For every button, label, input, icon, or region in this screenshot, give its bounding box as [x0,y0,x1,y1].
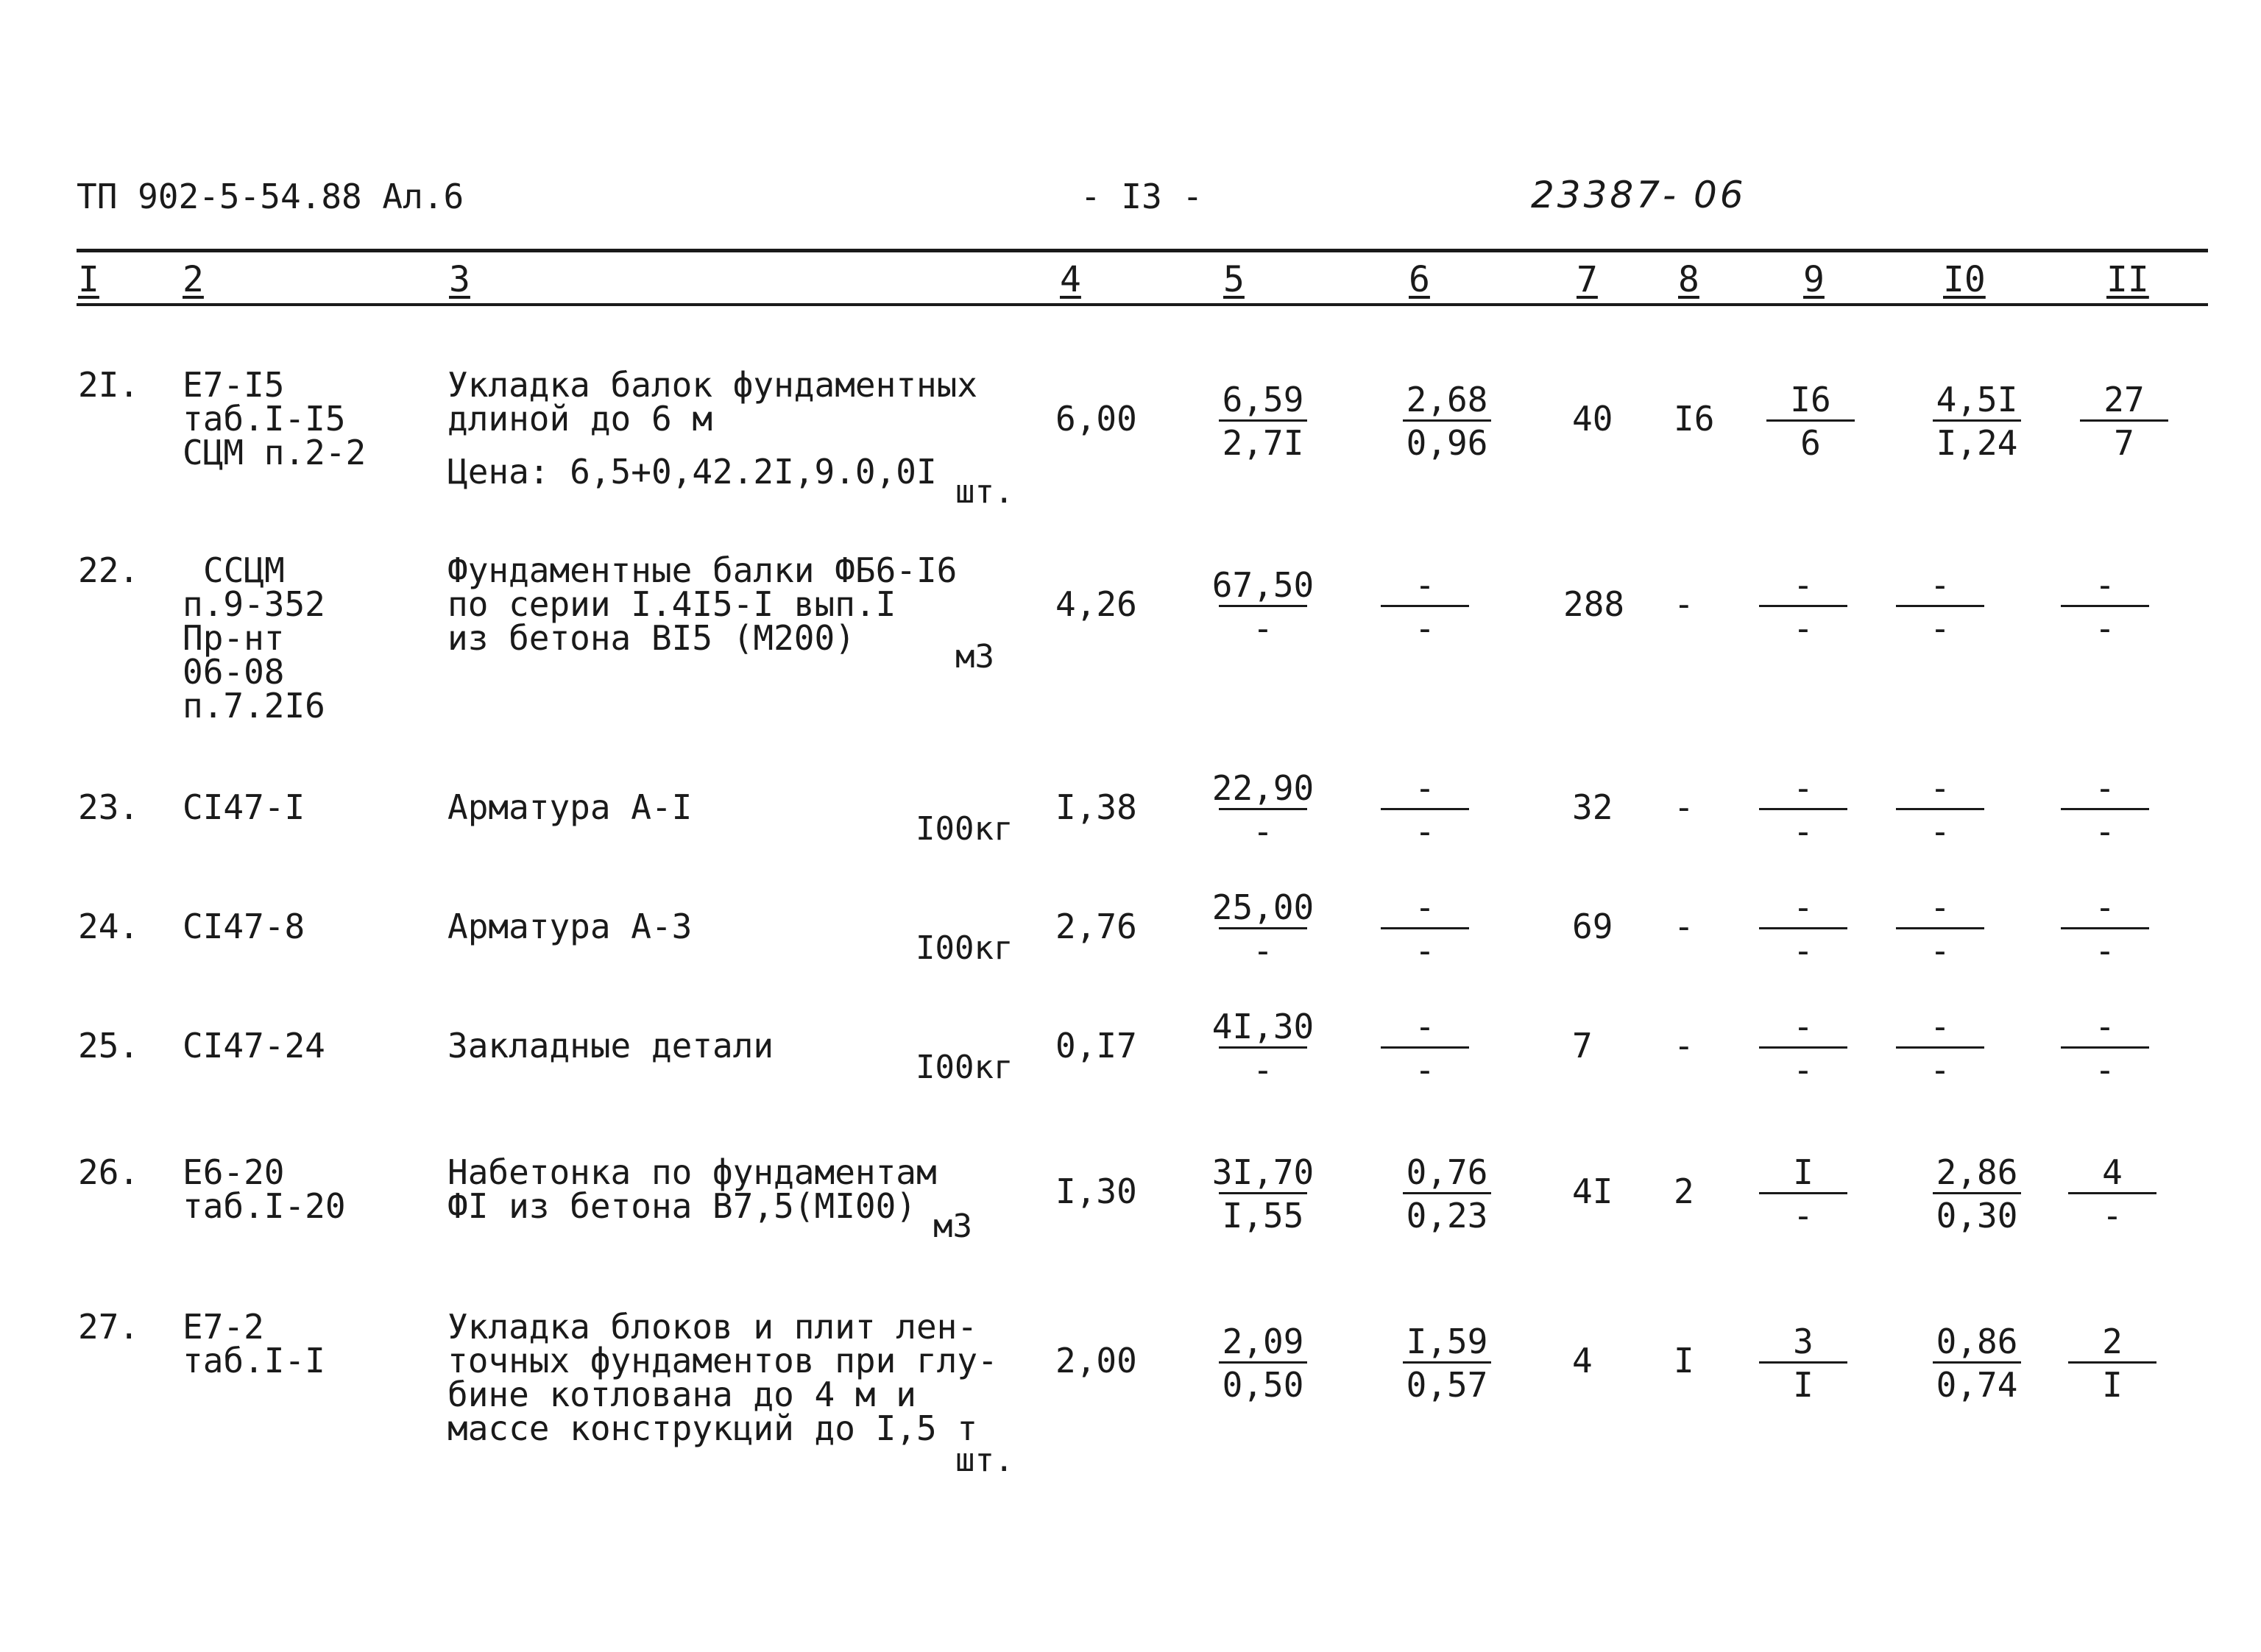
table-row [0,1152,2261,1245]
column-number-5: 5 [1223,259,1245,300]
fraction-col11 [2053,768,2156,851]
denominator: - [1930,931,1950,971]
column-number-9: 9 [1803,259,1825,300]
norm-code-line: п.7.2I6 [183,686,325,726]
fraction-col9 [1752,1007,1855,1090]
fraction-col10 [1925,1322,2028,1405]
work-description-line: из бетона ВI5 (М200) [447,618,855,658]
denominator: - [2095,609,2115,648]
fraction-col6 [1395,1322,1499,1405]
denominator: - [1253,609,1273,648]
fraction-col5 [1211,565,1315,648]
numerator: - [2095,887,2115,927]
row-number: 2I. [78,365,140,405]
numerator: - [1415,887,1435,927]
col8-value: - [1674,787,1694,827]
quantity: 2,76 [1055,907,1137,946]
denominator: - [1793,931,1814,971]
norm-code-line: таб.I-20 [183,1186,346,1226]
norm-code-line: п.9-352 [183,584,325,624]
denominator: 0,57 [1406,1365,1488,1405]
denominator: I [1793,1365,1814,1405]
col8-value: I [1674,1341,1694,1380]
fraction-col6 [1373,565,1476,648]
quantity: 2,00 [1055,1341,1137,1380]
col7-value: 32 [1572,787,1613,827]
denominator: - [1253,812,1273,851]
col7-value: 40 [1572,399,1613,439]
fraction-col5 [1211,380,1315,463]
denominator: - [2102,1196,2123,1236]
numerator: - [1793,1007,1814,1046]
work-description-line: Укладка блоков и плит лен- [447,1307,978,1347]
work-description-line: Арматура А-I [447,787,693,827]
fraction-col6 [1395,1152,1499,1236]
quantity: 6,00 [1055,399,1137,439]
work-description-line: Арматура А-3 [447,907,693,946]
quantity: I,30 [1055,1171,1137,1211]
column-number-8: 8 [1678,259,1699,300]
table-row [0,768,2261,851]
fraction-col9 [1752,1322,1855,1405]
fraction-col10 [1889,565,1992,648]
column-number-7: 7 [1577,259,1598,300]
handwritten-number: 23387- 06 [1531,174,1747,216]
numerator: I6 [1790,380,1831,419]
work-description-line: массе конструкций до I,5 т [447,1408,978,1448]
denominator: - [1793,609,1814,648]
denominator: - [2095,1050,2115,1090]
denominator: - [1793,1050,1814,1090]
numerator: - [1415,1007,1435,1046]
numerator: 2,86 [1936,1152,2018,1192]
numerator: 67,50 [1211,565,1315,605]
denominator: - [1415,931,1435,971]
norm-code-line: СЦМ п.2-2 [183,433,367,472]
norm-code-line: ССЦМ [203,550,285,590]
work-description-line: Закладные детали [447,1026,774,1066]
unit: I00кг [916,929,1013,967]
column-number-10: I0 [1943,259,1986,300]
numerator: I,59 [1406,1322,1488,1361]
fraction-col9 [1752,565,1855,648]
norm-code-line: таб.I-I [183,1341,325,1380]
fraction-col11 [2053,565,2156,648]
numerator: 2 [2102,1322,2123,1361]
col8-value: 2 [1674,1171,1694,1211]
denominator: I,55 [1222,1196,1304,1236]
work-description-line: длиной до 6 м [447,399,713,439]
work-description-line: точных фундаментов при глу- [447,1341,998,1380]
numerator: 25,00 [1211,887,1315,927]
price-note: Цена: 6,5+0,42.2I,9.0,0I [447,452,937,492]
unit: шт. [955,1442,1014,1479]
norm-code-line: 06-08 [183,652,285,692]
numerator: 2,68 [1406,380,1488,419]
fraction-col10 [1889,768,1992,851]
norm-code-line: СI47-24 [183,1026,325,1066]
col7-value: 4 [1572,1341,1593,1380]
numerator: - [1930,768,1950,808]
work-description-line: ФI из бетона В7,5(МI00) [447,1186,916,1226]
fraction-col5 [1211,1007,1315,1090]
numerator: - [1930,565,1950,605]
col8-value: I6 [1674,399,1715,439]
page-number: - I3 - [1080,177,1203,216]
denominator: - [1253,1050,1273,1090]
column-number-6: 6 [1409,259,1430,300]
document-code: ТП 902-5-54.88 Ал.6 [77,177,464,216]
numerator: 4I,30 [1211,1007,1315,1046]
fraction-col11 [2061,1322,2164,1405]
fraction-col11 [2061,1152,2164,1236]
denominator: - [1415,1050,1435,1090]
fraction-col11 [2053,1007,2156,1090]
numerator: - [1930,1007,1950,1046]
denominator: - [2095,931,2115,971]
denominator: I [2102,1365,2123,1405]
numerator: - [2095,768,2115,808]
column-number-3: 3 [449,259,470,300]
numerator: 0,76 [1406,1152,1488,1192]
unit: шт. [955,473,1014,511]
fraction-col6 [1395,380,1499,463]
numerator: 6,59 [1222,380,1304,419]
unit: м3 [933,1208,972,1245]
denominator: 6 [1800,423,1821,463]
denominator: - [1415,609,1435,648]
numerator: - [1793,768,1814,808]
denominator: 2,7I [1222,423,1304,463]
numerator: - [1415,768,1435,808]
fraction-col6 [1373,768,1476,851]
numerator: - [1793,565,1814,605]
table-row [0,1307,2261,1479]
norm-code-line: Е7-I5 [183,365,285,405]
denominator: - [1253,931,1273,971]
numerator: - [1415,565,1435,605]
unit: I00кг [916,810,1013,848]
numerator: - [2095,565,2115,605]
norm-code-line: таб.I-I5 [183,399,346,439]
denominator: - [2095,812,2115,851]
fraction-col5 [1211,1152,1315,1236]
norm-code-line: Е7-2 [183,1307,264,1347]
norm-code-line: СI47-I [183,787,305,827]
fraction-col5 [1211,768,1315,851]
denominator: 0,74 [1936,1365,2018,1405]
col7-value: 69 [1572,907,1613,946]
numerator: - [1930,887,1950,927]
fraction-col11 [2073,380,2176,463]
row-number: 26. [78,1152,140,1192]
numerator: 3 [1793,1322,1814,1361]
denominator: - [1930,812,1950,851]
col7-value: 4I [1572,1171,1613,1211]
row-number: 24. [78,907,140,946]
denominator: - [1930,609,1950,648]
numerator: 22,90 [1211,768,1315,808]
fraction-col6 [1373,887,1476,971]
denominator: - [1930,1050,1950,1090]
fraction-col10 [1925,380,2028,463]
col8-value: - [1674,1026,1694,1066]
work-description-line: Набетонка по фундаментам [447,1152,937,1192]
col7-value: 288 [1563,584,1625,624]
row-number: 22. [78,550,140,590]
fraction-col10 [1889,887,1992,971]
col8-value: - [1674,907,1694,946]
numerator: 27 [2103,380,2145,419]
column-number-4: 4 [1060,259,1081,300]
table-row [0,550,2261,726]
work-description-line: Укладка балок фундаментных [447,365,978,405]
numerator: 0,86 [1936,1322,2018,1361]
table-row [0,1007,2261,1090]
work-description-line: бине котлована до 4 м и [447,1375,916,1414]
numerator: 3I,70 [1211,1152,1315,1192]
norm-code-line: СI47-8 [183,907,305,946]
unit: м3 [955,638,994,676]
unit: I00кг [916,1049,1013,1086]
work-description-line: Фундаментные балки ФБ6-I6 [447,550,958,590]
fraction-col9 [1752,768,1855,851]
row-number: 27. [78,1307,140,1347]
fraction-col9 [1752,887,1855,971]
numerator: - [2095,1007,2115,1046]
numerator: - [1793,887,1814,927]
denominator: 0,96 [1406,423,1488,463]
denominator: 0,30 [1936,1196,2018,1236]
fraction-col11 [2053,887,2156,971]
quantity: 0,I7 [1055,1026,1137,1066]
table-row [0,365,2261,511]
numerator: 4 [2102,1152,2123,1192]
column-number-1: I [78,259,99,300]
fraction-col9 [1752,1152,1855,1236]
norm-code-line: Пр-нт [183,618,285,658]
denominator: - [1793,812,1814,851]
header-rule-top [77,249,2208,252]
column-number-2: 2 [183,259,204,300]
header-rule-bottom [77,303,2208,306]
norm-code-line: Е6-20 [183,1152,285,1192]
fraction-col10 [1925,1152,2028,1236]
col7-value: 7 [1572,1026,1593,1066]
numerator: 2,09 [1222,1322,1304,1361]
denominator: 0,50 [1222,1365,1304,1405]
fraction-col9 [1759,380,1862,463]
column-number-11: II [2106,259,2149,300]
quantity: 4,26 [1055,584,1137,624]
denominator: 0,23 [1406,1196,1488,1236]
fraction-col10 [1889,1007,1992,1090]
row-number: 25. [78,1026,140,1066]
denominator: 7 [2114,423,2134,463]
table-row [0,887,2261,971]
fraction-col6 [1373,1007,1476,1090]
denominator: - [1793,1196,1814,1236]
quantity: I,38 [1055,787,1137,827]
fraction-col5 [1211,887,1315,971]
fraction-col5 [1211,1322,1315,1405]
numerator: I [1793,1152,1814,1192]
row-number: 23. [78,787,140,827]
denominator: - [1415,812,1435,851]
numerator: 4,5I [1936,380,2018,419]
col8-value: - [1674,584,1694,624]
denominator: I,24 [1936,423,2018,463]
work-description-line: по серии I.4I5-I вып.I [447,584,896,624]
